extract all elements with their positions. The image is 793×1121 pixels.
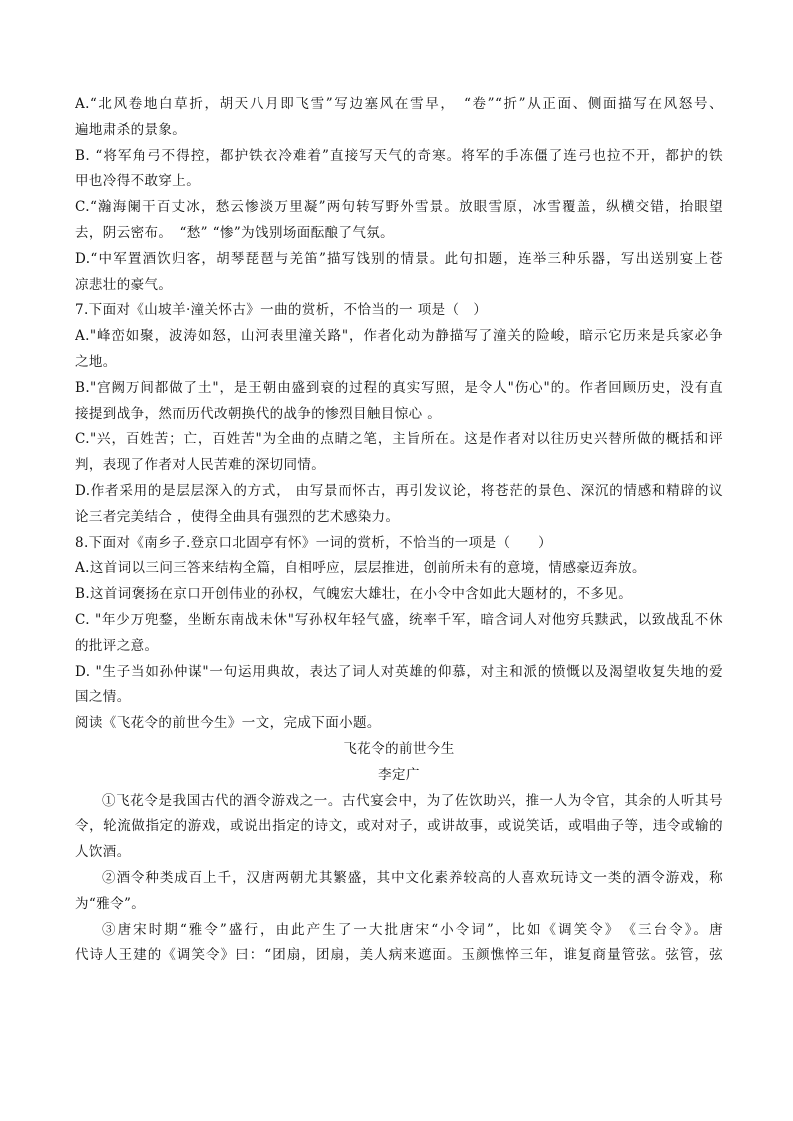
option-6d-line-2: 凉悲壮的豪气。 (75, 276, 173, 293)
option-6d-line-1: D.“中军置酒饮归客，胡琴琵琶与羌笛”描写饯别的情景。此句扣题，连举三种乐器，写出送别宴上苍 (75, 250, 723, 267)
option-7c-line-1: C."兴，百姓苦；亡，百姓苦"为全曲的点睛之笔，主旨所在。这是作者对以往历史兴替所做的概括和评 (75, 431, 723, 448)
option-8d-line-2: 国之情。 (75, 689, 131, 706)
paragraph-1-line-3: 人饮酒。 (75, 844, 131, 861)
option-7c-line-2: 判，表现了作者对人民苦难的深切同情。 (75, 457, 326, 474)
option-7a-line-1: A."峰峦如聚，波涛如怒，山河表里潼关路"，作者化动为静描写了潼关的险峻，暗示它历来是兵家必争 (75, 328, 723, 345)
option-8b: B.这首词褒扬在京口开创伟业的孙权，气魄宏大雄壮，在小令中含如此大题材的，不多见。 (75, 586, 633, 603)
option-8c-line-1: C. "年少万兜鍪，坐断东南战未休"写孙权年轻气盛，统率千军，暗含词人对他穷兵黩武，以致战乱不休 (75, 611, 723, 628)
option-7b-line-2: 接提到战争，然而历代改朝换代的战争的惨烈目触目惊心 。 (75, 405, 442, 422)
paragraph-1-line-2: 令，轮流做指定的游戏，或说出指定的诗文，或对对子，或讲故事，或说笑话，或唱曲子等，违令或输的 (75, 818, 723, 835)
reading-instruction: 阅读《飞花令的前世今生》一文，完成下面小题。 (75, 715, 381, 732)
option-8a: A.这首词以三问三答来结构全篇，自相呼应，层层推进，创前所未有的意境，情感豪迈奔放。 (75, 560, 646, 577)
option-6a-line-1: A.“北风卷地白草折，胡天八月即飞雪”写边塞风在雪早， “卷”“折”从正面、侧面描写在风怒号、 (75, 96, 723, 112)
option-6c-line-2: 去，阴云密布。 “愁” “惨”为饯别场面酝酿了气氛。 (75, 224, 395, 241)
option-8c-line-2: 的批评之意。 (75, 637, 159, 654)
paragraph-1-line-1: ①飞花令是我国古代的酒令游戏之一。古代宴会中，为了佐饮助兴，推一人为令官，其余的人听其号 (102, 792, 723, 809)
option-6b-line-2: 甲也冷得不敢穿上。 (75, 173, 201, 190)
option-8d-line-1: D. "生子当如孙仲谋"一句运用典故，表达了词人对英雄的仰慕，对主和派的愤慨以及渴望收复失地的爱 (75, 663, 723, 680)
question-8-stem: 8.下面对《南乡子.登京口北固亭有怀》一词的赏析，不恰当的一项是（ ） (75, 534, 553, 551)
paragraph-3-line-2: 代诗人王建的《调笑令》曰：“团扇，团扇，美人病来遮面。玉颜憔悴三年，谁复商量管弦。弦管，弦 (75, 947, 723, 964)
article-title: 飞花令的前世今生 (343, 740, 455, 757)
option-7d-line-2: 论三者完美结合 ，使得全曲具有强烈的艺术感染力。 (75, 508, 400, 525)
document-body (75, 92, 723, 969)
option-6b-line-1: B. “将军角弓不得控，都护铁衣冷难着”直接写天气的奇寒。将军的手冻僵了连弓也拉不开，都护的铁 (75, 147, 723, 164)
paragraph-2-line-1: ②酒令种类成百上千，汉唐两朝尤其繁盛，其中文化素养较高的人喜欢玩诗文一类的酒令游戏，称 (102, 869, 723, 886)
option-7a-line-2: 之地。 (75, 353, 117, 370)
option-7d-line-1: D.作者采用的是层层深入的方式， 由写景而怀古，再引发议论，将苍茫的景色、深沉的情感和精辟的议 (75, 482, 723, 499)
option-6a-line-2: 遍地肃杀的景象。 (75, 121, 187, 138)
paragraph-2-line-2: 为“雅令”。 (75, 895, 146, 912)
option-7b-line-1: B."宫阙万间都做了土"，是王朝由盛到衰的过程的真实写照，是令人"伤心"的。作者回顾历史，没有直 (75, 379, 723, 396)
option-6c-line-1: C.“瀚海阑干百丈冰，愁云惨淡万里凝”两句转写野外雪景。放眼雪原，冰雪覆盖，纵横交错，抬眼望 (75, 199, 723, 216)
article-author: 李定广 (378, 766, 420, 783)
paragraph-3-line-1: ③唐宋时期“雅令”盛行，由此产生了一大批唐宋“小令词”，比如《调笑令》 《三台令》。唐 (102, 921, 723, 938)
question-7-stem: 7.下面对《山坡羊·潼关怀古》一曲的赏析，不恰当的一 项是（ ） (75, 302, 488, 319)
